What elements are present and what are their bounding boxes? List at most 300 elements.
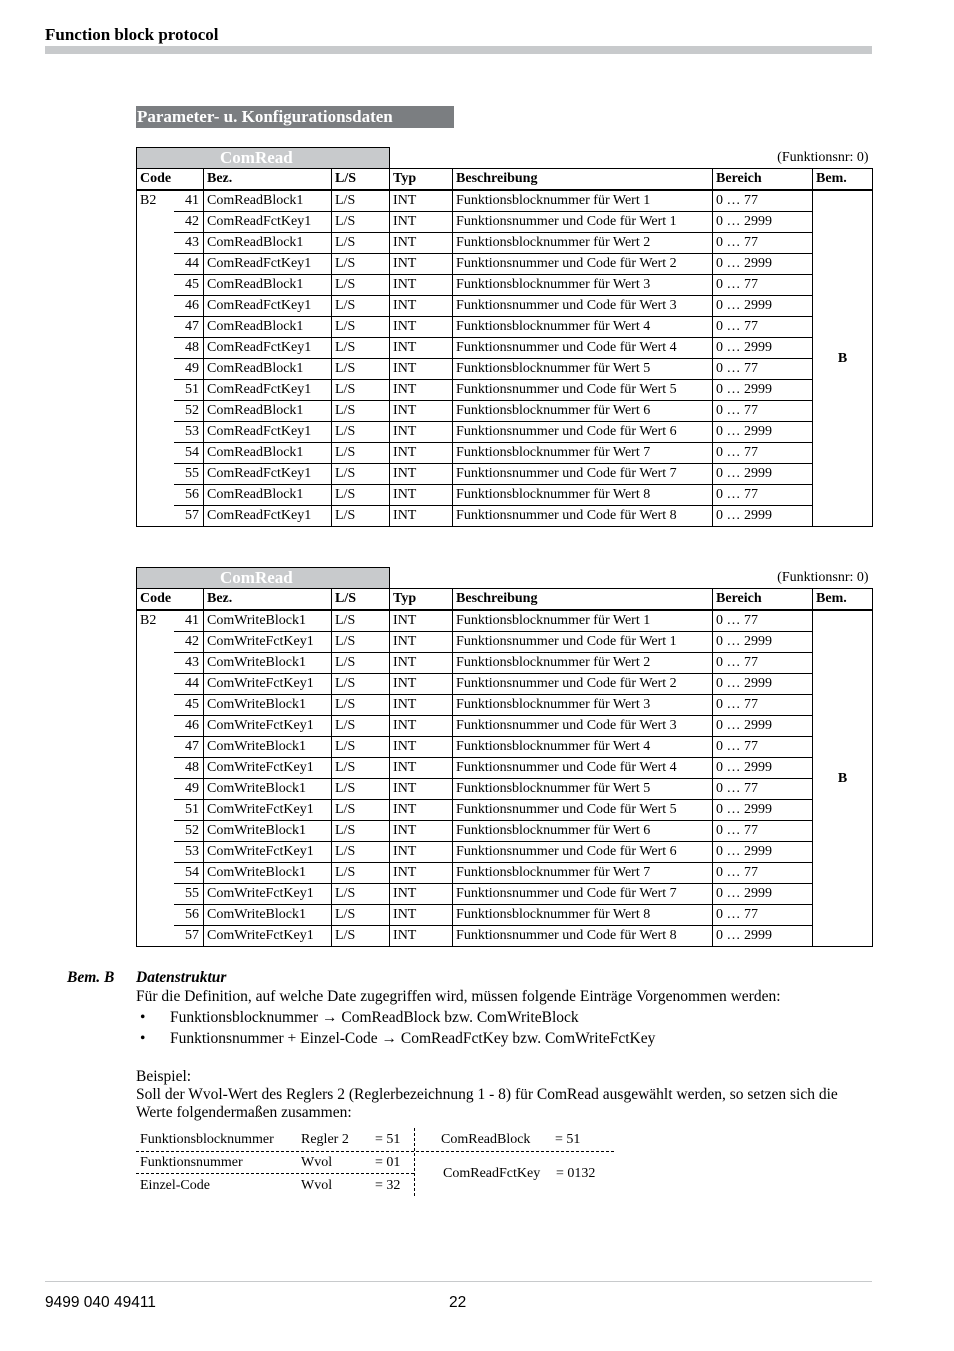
column-header-code: Code — [137, 589, 204, 611]
row-access: L/S — [332, 359, 390, 380]
row-description: Funktionsblocknummer für Wert 2 — [453, 233, 713, 254]
table-row — [137, 254, 873, 275]
column-header-typ: Typ — [390, 169, 453, 191]
table-function-number: (Funktionsnr: 0) — [390, 148, 873, 169]
row-type: INT — [390, 190, 453, 212]
row-range: 0 … 77 — [713, 905, 813, 926]
row-description: Funktionsblocknummer für Wert 4 — [453, 317, 713, 338]
row-description: Funktionsblocknummer für Wert 8 — [453, 485, 713, 506]
row-range: 0 … 77 — [713, 737, 813, 758]
row-type: INT — [390, 716, 453, 737]
row-range: 0 … 2999 — [713, 800, 813, 821]
row-code — [137, 905, 174, 926]
row-range: 0 … 77 — [713, 653, 813, 674]
row-code — [137, 401, 174, 422]
row-type: INT — [390, 233, 453, 254]
row-name: ComReadFctKey1 — [204, 380, 332, 401]
row-range: 0 … 77 — [713, 695, 813, 716]
table-row — [137, 926, 873, 947]
row-access: L/S — [332, 296, 390, 317]
row-description: Funktionsnummer und Code für Wert 3 — [453, 296, 713, 317]
row-description: Funktionsblocknummer für Wert 5 — [453, 779, 713, 800]
example-result-name: ComReadBlock — [441, 1132, 531, 1147]
bullet-marker: • — [140, 1009, 146, 1026]
row-name: ComReadFctKey1 — [204, 422, 332, 443]
row-description: Funktionsblocknummer für Wert 4 — [453, 737, 713, 758]
row-name: ComReadBlock1 — [204, 233, 332, 254]
row-range: 0 … 77 — [713, 317, 813, 338]
row-number: 56 — [174, 485, 204, 506]
row-type: INT — [390, 401, 453, 422]
row-code — [137, 737, 174, 758]
example-divider — [136, 1173, 414, 1174]
row-access: L/S — [332, 190, 390, 212]
table-header-row — [137, 589, 873, 611]
row-code — [137, 296, 174, 317]
column-header-bez: Bez. — [204, 589, 332, 611]
row-description: Funktionsnummer und Code für Wert 4 — [453, 338, 713, 359]
row-number: 42 — [174, 632, 204, 653]
row-number: 42 — [174, 212, 204, 233]
table-row — [137, 359, 873, 380]
row-type: INT — [390, 695, 453, 716]
row-type: INT — [390, 317, 453, 338]
row-code — [137, 863, 174, 884]
row-access: L/S — [332, 443, 390, 464]
row-code: B2 — [137, 610, 174, 632]
table-row — [137, 842, 873, 863]
row-description: Funktionsblocknummer für Wert 5 — [453, 359, 713, 380]
row-access: L/S — [332, 884, 390, 905]
table-row — [137, 716, 873, 737]
row-description: Funktionsnummer und Code für Wert 6 — [453, 422, 713, 443]
row-range: 0 … 2999 — [713, 254, 813, 275]
table-row — [137, 737, 873, 758]
table-row — [137, 380, 873, 401]
row-description: Funktionsnummer und Code für Wert 1 — [453, 212, 713, 233]
row-type: INT — [390, 296, 453, 317]
row-number: 51 — [174, 800, 204, 821]
row-name: ComWriteBlock1 — [204, 863, 332, 884]
row-type: INT — [390, 422, 453, 443]
row-number: 44 — [174, 254, 204, 275]
row-range: 0 … 77 — [713, 443, 813, 464]
row-number: 56 — [174, 905, 204, 926]
row-name: ComReadBlock1 — [204, 485, 332, 506]
row-access: L/S — [332, 737, 390, 758]
row-access: L/S — [332, 233, 390, 254]
row-range: 0 … 77 — [713, 821, 813, 842]
row-code — [137, 779, 174, 800]
row-range: 0 … 2999 — [713, 842, 813, 863]
row-type: INT — [390, 821, 453, 842]
example-label: Einzel-Code — [140, 1178, 210, 1193]
row-name: ComReadBlock1 — [204, 317, 332, 338]
row-number: 44 — [174, 674, 204, 695]
row-number: 54 — [174, 863, 204, 884]
row-code — [137, 674, 174, 695]
row-name: ComReadBlock1 — [204, 275, 332, 296]
row-name: ComReadFctKey1 — [204, 296, 332, 317]
row-code — [137, 884, 174, 905]
row-type: INT — [390, 905, 453, 926]
column-header-bereich: Bereich — [713, 169, 813, 191]
row-type: INT — [390, 863, 453, 884]
row-range: 0 … 77 — [713, 610, 813, 632]
row-type: INT — [390, 884, 453, 905]
row-type: INT — [390, 758, 453, 779]
row-number: 46 — [174, 716, 204, 737]
row-description: Funktionsblocknummer für Wert 2 — [453, 653, 713, 674]
row-range: 0 … 77 — [713, 401, 813, 422]
table-function-number: (Funktionsnr: 0) — [390, 568, 873, 589]
row-access: L/S — [332, 464, 390, 485]
row-code — [137, 758, 174, 779]
table-row — [137, 506, 873, 527]
row-type: INT — [390, 338, 453, 359]
row-access: L/S — [332, 317, 390, 338]
row-code — [137, 464, 174, 485]
row-number: 45 — [174, 695, 204, 716]
row-name: ComWriteBlock1 — [204, 779, 332, 800]
example-source: Wvol — [301, 1155, 333, 1170]
column-header-bez: Bez. — [204, 169, 332, 191]
row-access: L/S — [332, 905, 390, 926]
row-description: Funktionsblocknummer für Wert 6 — [453, 821, 713, 842]
row-code — [137, 380, 174, 401]
row-access: L/S — [332, 610, 390, 632]
row-name: ComWriteBlock1 — [204, 653, 332, 674]
row-code — [137, 485, 174, 506]
row-access: L/S — [332, 779, 390, 800]
row-access: L/S — [332, 800, 390, 821]
row-description: Funktionsnummer und Code für Wert 3 — [453, 716, 713, 737]
column-header-beschreibung: Beschreibung — [453, 169, 713, 191]
table-row — [137, 317, 873, 338]
row-description: Funktionsblocknummer für Wert 1 — [453, 190, 713, 212]
row-code — [137, 695, 174, 716]
row-access: L/S — [332, 674, 390, 695]
section-title: Parameter- u. Konfigurationsdaten — [136, 106, 454, 128]
table-row — [137, 821, 873, 842]
row-code — [137, 233, 174, 254]
row-range: 0 … 77 — [713, 190, 813, 212]
row-number: 57 — [174, 506, 204, 527]
row-name: ComWriteFctKey1 — [204, 674, 332, 695]
table-caption-row — [137, 148, 873, 169]
row-range: 0 … 2999 — [713, 926, 813, 947]
row-range: 0 … 2999 — [713, 422, 813, 443]
row-name: ComWriteFctKey1 — [204, 842, 332, 863]
table-row — [137, 779, 873, 800]
row-name: ComWriteBlock1 — [204, 737, 332, 758]
row-description: Funktionsnummer und Code für Wert 2 — [453, 674, 713, 695]
example-divider — [414, 1128, 415, 1196]
row-number: 53 — [174, 842, 204, 863]
row-range: 0 … 77 — [713, 275, 813, 296]
row-name: ComReadBlock1 — [204, 401, 332, 422]
row-description: Funktionsnummer und Code für Wert 5 — [453, 380, 713, 401]
example-value: = 51 — [375, 1132, 401, 1147]
table-row — [137, 338, 873, 359]
column-header-typ: Typ — [390, 589, 453, 611]
example-heading: Beispiel: — [136, 1068, 192, 1085]
row-number: 52 — [174, 821, 204, 842]
row-range: 0 … 2999 — [713, 338, 813, 359]
row-access: L/S — [332, 275, 390, 296]
example-label: Funktionsnummer — [140, 1155, 243, 1170]
table-group-name: ComRead — [137, 148, 390, 169]
row-number: 54 — [174, 443, 204, 464]
row-name: ComWriteBlock1 — [204, 610, 332, 632]
table-row — [137, 905, 873, 926]
bullet-item: Funktionsblocknummer → ComReadBlock bzw. ComWriteBlock — [170, 1009, 579, 1026]
row-access: L/S — [332, 653, 390, 674]
table-row — [137, 653, 873, 674]
row-type: INT — [390, 737, 453, 758]
table-row — [137, 275, 873, 296]
row-code — [137, 359, 174, 380]
row-access: L/S — [332, 401, 390, 422]
row-name: ComWriteBlock1 — [204, 905, 332, 926]
row-type: INT — [390, 653, 453, 674]
example-value: = 32 — [375, 1178, 401, 1193]
footer-doc-number: 9499 040 49411 — [45, 1294, 156, 1311]
row-name: ComReadFctKey1 — [204, 338, 332, 359]
row-range: 0 … 2999 — [713, 380, 813, 401]
row-number: 57 — [174, 926, 204, 947]
row-name: ComReadBlock1 — [204, 443, 332, 464]
row-access: L/S — [332, 212, 390, 233]
row-name: ComWriteFctKey1 — [204, 632, 332, 653]
row-access: L/S — [332, 380, 390, 401]
column-header-bem: Bem. — [813, 589, 873, 611]
row-range: 0 … 77 — [713, 779, 813, 800]
row-description: Funktionsnummer und Code für Wert 6 — [453, 842, 713, 863]
example-value: = 01 — [375, 1155, 401, 1170]
row-range: 0 … 2999 — [713, 212, 813, 233]
row-number: 47 — [174, 317, 204, 338]
row-range: 0 … 2999 — [713, 296, 813, 317]
row-name: ComWriteBlock1 — [204, 821, 332, 842]
row-type: INT — [390, 380, 453, 401]
parameter-table-comread — [136, 147, 873, 527]
row-number: 48 — [174, 758, 204, 779]
row-number: 51 — [174, 380, 204, 401]
row-code — [137, 212, 174, 233]
example-source: Wvol — [301, 1178, 333, 1193]
row-access: L/S — [332, 863, 390, 884]
table-row — [137, 233, 873, 254]
row-range: 0 … 77 — [713, 359, 813, 380]
example-result-value: = 0132 — [556, 1166, 596, 1181]
example-result-value: = 51 — [555, 1132, 581, 1147]
row-name: ComReadBlock1 — [204, 359, 332, 380]
row-name: ComWriteFctKey1 — [204, 884, 332, 905]
table-header-row — [137, 169, 873, 191]
row-name: ComReadFctKey1 — [204, 464, 332, 485]
row-access: L/S — [332, 926, 390, 947]
footer-rule — [45, 1281, 872, 1282]
row-range: 0 … 77 — [713, 863, 813, 884]
column-header-bem: Bem. — [813, 169, 873, 191]
table-row — [137, 401, 873, 422]
row-code — [137, 800, 174, 821]
row-code — [137, 506, 174, 527]
row-type: INT — [390, 443, 453, 464]
table-row — [137, 695, 873, 716]
row-description: Funktionsnummer und Code für Wert 7 — [453, 884, 713, 905]
row-code — [137, 926, 174, 947]
row-type: INT — [390, 779, 453, 800]
row-type: INT — [390, 674, 453, 695]
table-row — [137, 863, 873, 884]
row-code — [137, 443, 174, 464]
row-remark: B — [813, 610, 873, 947]
table-row — [137, 758, 873, 779]
row-type: INT — [390, 254, 453, 275]
row-name: ComWriteFctKey1 — [204, 758, 332, 779]
table-row — [137, 443, 873, 464]
row-access: L/S — [332, 842, 390, 863]
table-row — [137, 464, 873, 485]
table-row — [137, 296, 873, 317]
row-number: 41 — [174, 190, 204, 212]
row-type: INT — [390, 485, 453, 506]
row-range: 0 … 2999 — [713, 464, 813, 485]
row-number: 43 — [174, 233, 204, 254]
row-range: 0 … 77 — [713, 233, 813, 254]
row-code — [137, 254, 174, 275]
row-type: INT — [390, 464, 453, 485]
column-header-ls: L/S — [332, 169, 390, 191]
row-name: ComReadFctKey1 — [204, 212, 332, 233]
column-header-code: Code — [137, 169, 204, 191]
table-caption-row — [137, 568, 873, 589]
row-range: 0 … 77 — [713, 485, 813, 506]
row-type: INT — [390, 275, 453, 296]
row-access: L/S — [332, 338, 390, 359]
example-text: Soll der Wvol-Wert des Reglers 2 (Reglerbezeichnung 1 - 8) für ComRead ausgewählt werden, so setzen sich die Werte folgendermaßen zusammen: — [136, 1086, 838, 1121]
row-code: B2 — [137, 190, 174, 212]
row-type: INT — [390, 610, 453, 632]
row-remark: B — [813, 190, 873, 527]
row-range: 0 … 2999 — [713, 506, 813, 527]
table-row — [137, 610, 873, 632]
row-number: 55 — [174, 884, 204, 905]
example-result-name: ComReadFctKey — [443, 1166, 541, 1181]
row-description: Funktionsblocknummer für Wert 1 — [453, 610, 713, 632]
table-row — [137, 485, 873, 506]
row-description: Funktionsnummer und Code für Wert 7 — [453, 464, 713, 485]
row-access: L/S — [332, 254, 390, 275]
example-label: Funktionsblocknummer — [140, 1132, 274, 1147]
page-header-title: Function block protocol — [45, 25, 219, 44]
note-label: Bem. B — [67, 969, 115, 986]
column-header-ls: L/S — [332, 589, 390, 611]
row-type: INT — [390, 800, 453, 821]
table-group-name: ComRead — [137, 568, 390, 589]
example-source: Regler 2 — [301, 1132, 349, 1147]
row-range: 0 … 2999 — [713, 884, 813, 905]
row-number: 45 — [174, 275, 204, 296]
row-access: L/S — [332, 695, 390, 716]
row-type: INT — [390, 842, 453, 863]
table-row — [137, 422, 873, 443]
table-row — [137, 674, 873, 695]
row-description: Funktionsblocknummer für Wert 3 — [453, 275, 713, 296]
row-number: 53 — [174, 422, 204, 443]
row-range: 0 … 2999 — [713, 716, 813, 737]
row-code — [137, 317, 174, 338]
row-number: 47 — [174, 737, 204, 758]
note-title: Datenstruktur — [136, 969, 227, 986]
row-range: 0 … 2999 — [713, 632, 813, 653]
row-code — [137, 716, 174, 737]
row-access: L/S — [332, 716, 390, 737]
row-description: Funktionsnummer und Code für Wert 5 — [453, 800, 713, 821]
row-code — [137, 632, 174, 653]
row-name: ComReadBlock1 — [204, 190, 332, 212]
row-number: 46 — [174, 296, 204, 317]
row-description: Funktionsnummer und Code für Wert 2 — [453, 254, 713, 275]
note-intro: Für die Definition, auf welche Date zugegriffen wird, müssen folgende Einträge Vorgenommen werden: — [136, 988, 781, 1005]
row-range: 0 … 2999 — [713, 674, 813, 695]
table-row — [137, 190, 873, 212]
row-type: INT — [390, 632, 453, 653]
row-number: 49 — [174, 359, 204, 380]
row-name: ComWriteFctKey1 — [204, 716, 332, 737]
row-description: Funktionsnummer und Code für Wert 8 — [453, 506, 713, 527]
row-code — [137, 842, 174, 863]
row-name: ComReadFctKey1 — [204, 506, 332, 527]
row-description: Funktionsblocknummer für Wert 7 — [453, 863, 713, 884]
parameter-table-comwrite — [136, 567, 873, 947]
table-row — [137, 800, 873, 821]
row-number: 52 — [174, 401, 204, 422]
row-description: Funktionsblocknummer für Wert 3 — [453, 695, 713, 716]
header-rule — [45, 46, 872, 54]
row-type: INT — [390, 359, 453, 380]
row-number: 41 — [174, 610, 204, 632]
row-code — [137, 422, 174, 443]
row-description: Funktionsblocknummer für Wert 7 — [453, 443, 713, 464]
row-code — [137, 338, 174, 359]
row-number: 55 — [174, 464, 204, 485]
table-row — [137, 632, 873, 653]
table-row — [137, 884, 873, 905]
table-row — [137, 212, 873, 233]
row-access: L/S — [332, 632, 390, 653]
column-header-bereich: Bereich — [713, 589, 813, 611]
row-code — [137, 821, 174, 842]
row-access: L/S — [332, 506, 390, 527]
row-description: Funktionsnummer und Code für Wert 4 — [453, 758, 713, 779]
row-code — [137, 653, 174, 674]
column-header-beschreibung: Beschreibung — [453, 589, 713, 611]
row-description: Funktionsblocknummer für Wert 6 — [453, 401, 713, 422]
row-code — [137, 275, 174, 296]
row-type: INT — [390, 926, 453, 947]
row-name: ComWriteFctKey1 — [204, 800, 332, 821]
row-name: ComWriteFctKey1 — [204, 926, 332, 947]
footer-page-number: 22 — [449, 1294, 467, 1311]
row-type: INT — [390, 212, 453, 233]
row-access: L/S — [332, 821, 390, 842]
example-divider — [136, 1151, 614, 1152]
row-number: 43 — [174, 653, 204, 674]
row-description: Funktionsblocknummer für Wert 8 — [453, 905, 713, 926]
